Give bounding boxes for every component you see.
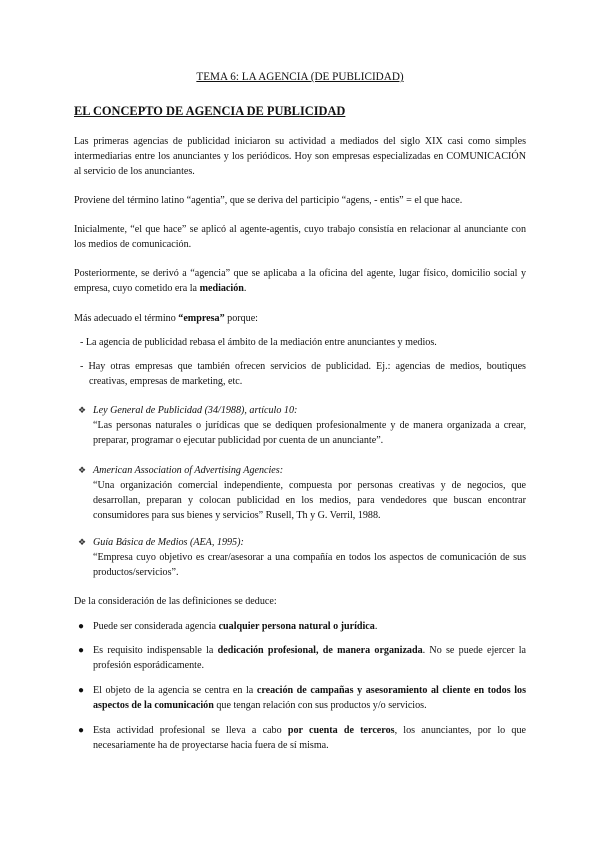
paragraph-later-bold: mediación [199,283,244,294]
bullet-item [78,683,526,713]
definition-text: “Las personas naturales o jurídicas que se dediquen profesionalmente y de manera organizada a crear, preparar, programar o ejecutar publicidad por cuenta de un anunciante”. [93,420,526,446]
bullet-dot-icon: ● [78,725,85,736]
definition-source: American Association of Advertising Agencies: [93,465,284,476]
bullet-item [78,643,526,673]
paragraph-intro: Las primeras agencias de publicidad iniciaron su actividad a mediados del siglo XIX casi como simples intermediarias entre los anunciantes y los periódicos. Hoy son empresas especializadas en COMUNICACIÓN al servicio de los anunciantes. [74,136,526,177]
bullet-dot-icon: ● [78,645,85,656]
diamond-bullet-icon: ❖ [78,537,87,547]
bullet-text: Es requisito indispensable la [93,645,218,656]
bullet-bold: creación de campañas y asesoramiento al cliente en todos los aspectos de la comunicación [93,685,526,711]
diamond-bullet-icon: ❖ [78,465,87,475]
page-title: TEMA 6: LA AGENCIA (DE PUBLICIDAD) [196,71,404,83]
dash-item-text: - La agencia de publicidad rebasa el ámbito de la mediación entre anunciantes y medios. [80,337,437,348]
definition-item [78,463,526,523]
paragraph-term [74,311,526,326]
paragraph-term-text: Más adecuado el término [74,313,179,324]
dash-item [80,335,526,350]
paragraph-deduce: De la consideración de las definiciones se deduce: [74,596,277,607]
paragraph-term-bold: “empresa” [178,313,225,324]
paragraph-later [74,266,526,296]
bullet-end: . No se puede ejercer la profesión esporádicamente. [93,645,527,671]
definition-source: Guía Básica de Medios (AEA, 1995): [93,537,244,548]
bullet-bold: cualquier persona natural o jurídica [218,621,375,632]
paragraph-etymology: Proviene del término latino “agentia”, que se deriva del participio “agens, - entis” = el que hace. [74,195,463,206]
definition-text: “Empresa cuyo objetivo es crear/asesorar a una compañía en todos los aspectos de comunicación de sus productos/servicios”. [93,552,526,578]
paragraph-initially: Inicialmente, “el que hace” se aplicó al agente-agentis, cuyo trabajo consistía en relacionar al anunciante con los medios de comunicación. [74,224,526,250]
bullet-item [78,723,526,753]
diamond-bullet-icon: ❖ [78,405,87,415]
definition-item [78,535,526,580]
bullet-dot-icon: ● [78,621,85,632]
dash-item [80,359,526,389]
bullet-text: El objeto de la agencia se centra en la [93,685,257,696]
paragraph-later-end: . [243,283,247,294]
bullet-end: , los anunciantes, por lo que necesariamente ha de proyectarse hacia fuera de sí misma. [93,725,527,751]
bullet-bold: dedicación profesional, de manera organizada [217,645,423,656]
definition-item [78,403,526,448]
paragraph-term-end: porque: [224,313,258,324]
bullet-end: que tengan relación con sus productos y/o servicios. [213,700,427,711]
dash-item-text: - Hay otras empresas que también ofrecen servicios de publicidad. Ej.: agencias de medios, boutiques creativas, empresas de marketing, etc. [80,361,526,387]
bullet-dot-icon: ● [78,685,85,696]
bullet-text: Puede ser considerada agencia [93,621,219,632]
bullet-text: Esta actividad profesional se lleva a cabo [93,725,288,736]
bullet-item [78,619,526,634]
bullet-end: . [374,621,378,632]
definition-text: “Una organización comercial independiente, compuesta por personas creativas y de negocios, que desarrollan, preparan y colocan publicidad en los medios, para vendedores que buscan encontrar consumidores para sus bienes y servicios” Rusell, Th y G. Verril, 1988. [93,480,526,521]
section-heading: EL CONCEPTO DE AGENCIA DE PUBLICIDAD [74,104,346,118]
bullet-bold: por cuenta de terceros [287,725,395,736]
definition-source: Ley General de Publicidad (34/1988), artículo 10: [93,405,298,416]
paragraph-later-text: Posteriormente, se derivó a “agencia” que se aplicaba a la oficina del agente, lugar físico, domicilio social y empresa, cuyo cometido era la [74,268,526,294]
